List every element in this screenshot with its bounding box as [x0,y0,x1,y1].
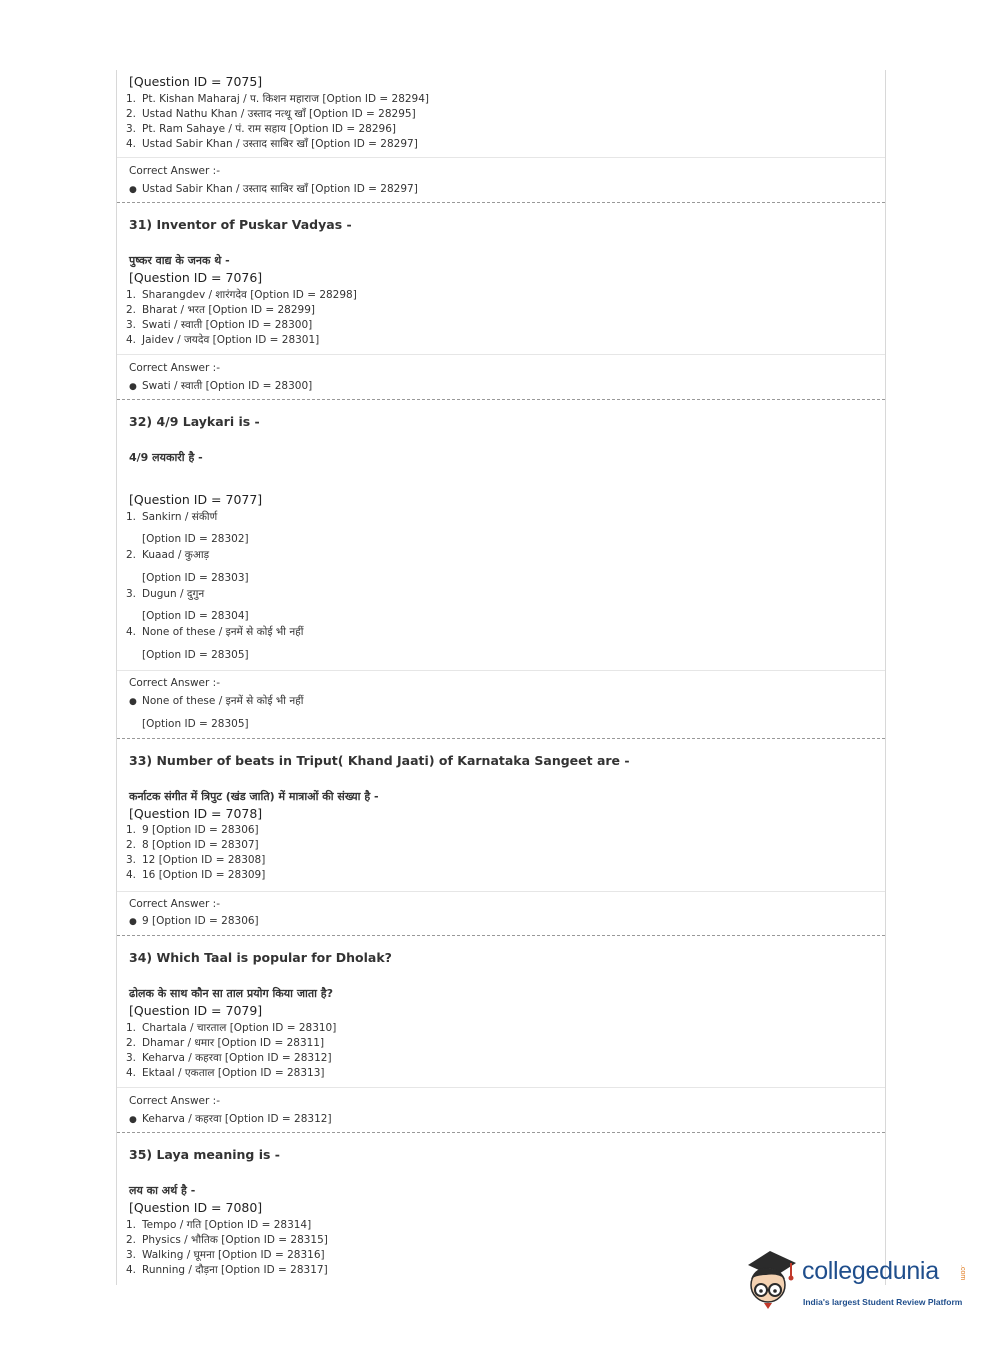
divider [117,157,885,158]
question-separator [117,202,885,203]
option-4: 4. 16 [Option ID = 28309] [126,869,266,881]
option-3-id: [Option ID = 28304] [142,610,249,622]
logo-tagline: India's largest Student Review Platform [803,1297,963,1307]
logo-suffix: .com [959,1265,966,1281]
question-id: [Question ID = 7076] [129,270,263,285]
correct-answer-label: Correct Answer :- [129,677,220,689]
option-3: 3. 12 [Option ID = 28308] [126,854,266,866]
divider [117,1087,885,1088]
option-4: 4. Ektaal / एकताल [Option ID = 28313] [126,1067,325,1079]
correct-answer-label: Correct Answer :- [129,165,220,177]
option-3: 3. Pt. Ram Sahaye / पं. राम सहाय [Option ID = 28296] [126,123,396,135]
divider [117,891,885,892]
question-id: [Question ID = 7079] [129,1003,263,1018]
correct-answer: ● Ustad Sabir Khan / उस्ताद साबिर खाँ [Option ID = 28297] [129,183,418,195]
correct-answer: ● None of these / इनमें से कोई भी नहीं [129,695,304,707]
option-4: 4. None of these / इनमें से कोई भी नहीं [126,626,304,638]
correct-answer-id: [Option ID = 28305] [142,718,249,730]
question-title: 31) Inventor of Puskar Vadyas - [129,217,352,232]
option-2: 2. Dhamar / धमार [Option ID = 28311] [126,1037,325,1049]
question-id: [Question ID = 7080] [129,1200,263,1215]
mascot-icon [742,1247,802,1311]
correct-answer: ● Keharva / कहरवा [Option ID = 28312] [129,1113,332,1125]
correct-answer-label: Correct Answer :- [129,362,220,374]
question-id: [Question ID = 7077] [129,492,263,507]
divider [117,354,885,355]
question-id: [Question ID = 7078] [129,806,263,821]
correct-answer: ● Swati / स्वाती [Option ID = 28300] [129,380,313,392]
correct-answer-label: Correct Answer :- [129,898,220,910]
option-4-id: [Option ID = 28305] [142,649,249,661]
question-title: 35) Laya meaning is - [129,1147,280,1162]
question-hindi: ढोलक के साथ कौन सा ताल प्रयोग किया जाता है? [129,987,333,1000]
collegedunia-logo [742,1247,972,1319]
option-4: 4. Ustad Sabir Khan / उस्ताद साबिर खाँ [Option ID = 28297] [126,138,418,150]
question-title: 32) 4/9 Laykari is - [129,414,260,429]
question-title: 34) Which Taal is popular for Dholak? [129,950,392,965]
correct-answer-label: Correct Answer :- [129,1095,220,1107]
logo-wordmark: collegedunia [802,1257,939,1285]
option-1-id: [Option ID = 28302] [142,533,249,545]
question-separator [117,935,885,936]
question-hindi: 4/9 लयकारी है - [129,451,203,464]
option-3: 3. Walking / घूमना [Option ID = 28316] [126,1249,325,1261]
option-1: 1. Chartala / चारताल [Option ID = 28310] [126,1022,337,1034]
option-1: 1. Pt. Kishan Maharaj / प. किशन महाराज [Option ID = 28294] [126,93,430,105]
question-hindi: पुष्कर वाद्य के जनक थे - [129,254,230,267]
question-title: 33) Number of beats in Triput( Khand Jaati) of Karnataka Sangeet are - [129,753,630,768]
option-1: 1. 9 [Option ID = 28306] [126,824,259,836]
option-2: 2. Ustad Nathu Khan / उस्ताद नत्थू खाँ [Option ID = 28295] [126,108,416,120]
option-3: 3. Dugun / दुगुन [126,588,205,600]
question-hindi: लय का अर्थ है - [129,1184,196,1197]
divider [117,670,885,671]
option-2: 2. 8 [Option ID = 28307] [126,839,259,851]
option-2: 2. Physics / भौतिक [Option ID = 28315] [126,1234,328,1246]
option-2: 2. Bharat / भरत [Option ID = 28299] [126,304,316,316]
option-2-id: [Option ID = 28303] [142,572,249,584]
option-4: 4. Jaidev / जयदेव [Option ID = 28301] [126,334,320,346]
question-hindi: कर्नाटक संगीत में त्रिपुट (खंड जाति) में मात्राओं की संख्या है - [129,790,379,803]
option-4: 4. Running / दौड़ना [Option ID = 28317] [126,1264,328,1276]
option-3: 3. Swati / स्वाती [Option ID = 28300] [126,319,313,331]
question-id: [Question ID = 7075] [129,74,263,89]
option-2: 2. Kuaad / कुआड़ [126,549,210,561]
question-separator [117,399,885,400]
option-1: 1. Sankirn / संकीर्ण [126,511,218,523]
question-paper-page [116,70,886,1285]
question-separator [117,1132,885,1133]
option-1: 1. Sharangdev / शारंगदेव [Option ID = 28298] [126,289,357,301]
correct-answer: ● 9 [Option ID = 28306] [129,915,259,927]
option-1: 1. Tempo / गति [Option ID = 28314] [126,1219,312,1231]
question-separator [117,738,885,739]
option-3: 3. Keharva / कहरवा [Option ID = 28312] [126,1052,332,1064]
